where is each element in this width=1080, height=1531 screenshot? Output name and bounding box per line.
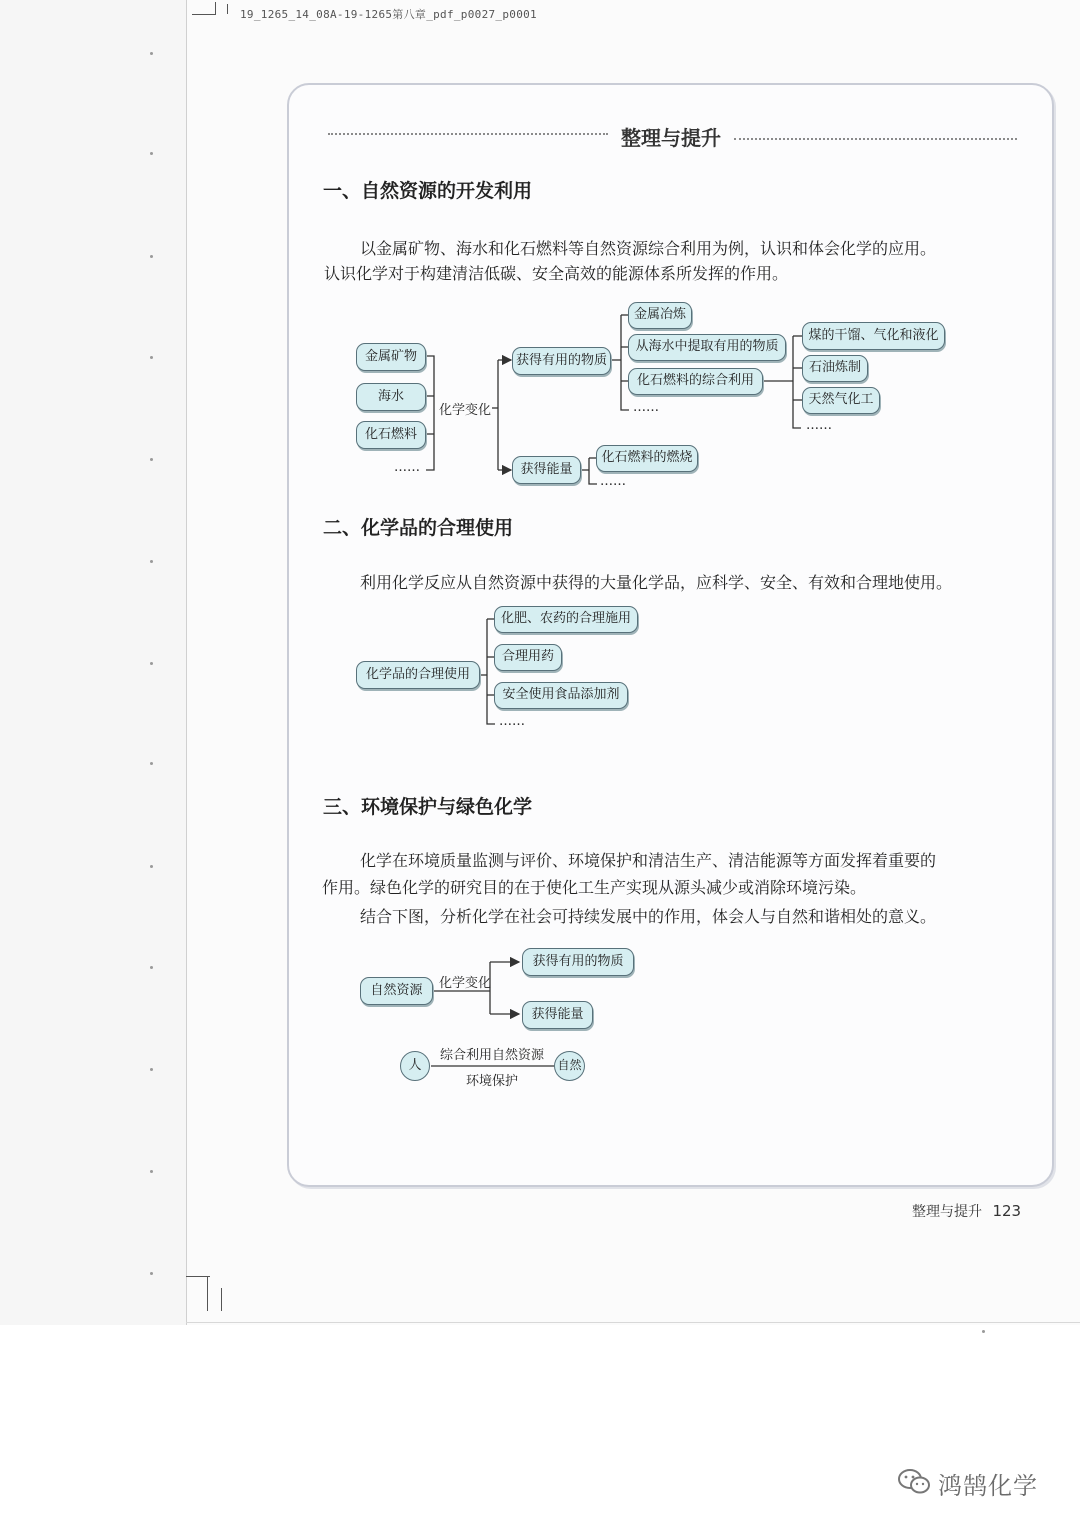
energy-ellipsis: ……: [600, 474, 626, 489]
node-seawater: 海水: [356, 383, 426, 411]
footer-label: 整理与提升: [912, 1204, 982, 1220]
section1-paragraph-line1: 以金属矿物、海水和化石燃料等自然资源综合利用为例，认识和体会化学的应用。: [360, 239, 937, 258]
fossil-ellipsis: ……: [806, 418, 832, 433]
section1-heading: 一、自然资源的开发利用: [323, 180, 533, 202]
node-natural-resources: 自然资源: [360, 977, 433, 1005]
section2-paragraph-line1: 利用化学反应从自然资源中获得的大量化学品，应科学、安全、有效和合理地使用。: [360, 573, 953, 592]
node-useful-substances: 获得有用的物质: [522, 948, 634, 976]
node-person: 人: [400, 1051, 430, 1081]
banner-title: 整理与提升: [621, 126, 721, 150]
node-nature: 自然: [554, 1051, 585, 1081]
section2-heading: 二、化学品的合理使用: [323, 517, 514, 539]
node-rational-medication: 合理用药: [494, 644, 562, 671]
section3-heading: 三、环境保护与绿色化学: [323, 796, 533, 818]
section3-paragraph-line2: 作用。绿色化学的研究目的在于使化工生产实现从源头减少或消除环境污染。: [322, 878, 867, 897]
node-fossil-fuel: 化石燃料: [356, 421, 426, 449]
node-metal-ore: 金属矿物: [356, 343, 426, 371]
node-fertilizer-pesticide: 化肥、农药的合理施用: [494, 606, 638, 633]
section3-paragraph-line3: 结合下图，分析化学在社会可持续发展中的作用，体会人与自然和谐相处的意义。: [360, 907, 937, 926]
section1-paragraph-line2: 认识化学对于构建清洁低碳、安全高效的能源体系所发挥的作用。: [324, 264, 789, 283]
node-food-additives: 安全使用食品添加剂: [494, 682, 628, 709]
wechat-icon: [897, 1468, 931, 1496]
label-use-resources: 综合利用自然资源: [440, 1048, 545, 1063]
section3-paragraph-line1: 化学在环境质量监测与评价、环境保护和清洁生产、清洁能源等方面发挥着重要的: [360, 851, 937, 870]
node-petroleum-refining: 石油炼制: [802, 355, 868, 382]
page-number: 123: [992, 1202, 1022, 1220]
node-extract-from-seawater: 从海水中提取有用的物质: [628, 334, 786, 361]
label-environmental-protection: 环境保护: [466, 1074, 519, 1089]
scan-file-header: 19_1265_14_08A-19-1265第八章_pdf_p0027_p0001: [240, 8, 537, 21]
sources-ellipsis: ……: [394, 460, 420, 475]
node-natural-gas-chemical: 天然气化工: [802, 387, 880, 414]
section2-ellipsis: ……: [499, 714, 525, 729]
node-rational-chemical-use: 化学品的合理使用: [356, 661, 480, 689]
node-fossil-combustion: 化石燃料的燃烧: [596, 445, 698, 472]
useful-ellipsis: ……: [633, 400, 659, 415]
node-obtain-energy: 获得能量: [512, 456, 581, 484]
node-coal-processing: 煤的干馏、气化和液化: [802, 322, 945, 350]
node-metal-smelting: 金属冶炼: [628, 302, 692, 329]
watermark-text: 鸿鹄化学: [938, 1472, 1038, 1500]
node-obtain-useful-substances: 获得有用的物质: [512, 347, 611, 375]
node-fossil-comprehensive-use: 化石燃料的综合利用: [628, 368, 763, 395]
node-energy: 获得能量: [522, 1001, 593, 1029]
page-footer: [912, 1201, 1021, 1221]
process-label-chemical-change: 化学变化: [439, 403, 492, 418]
section3-process-label: 化学变化: [439, 976, 492, 991]
